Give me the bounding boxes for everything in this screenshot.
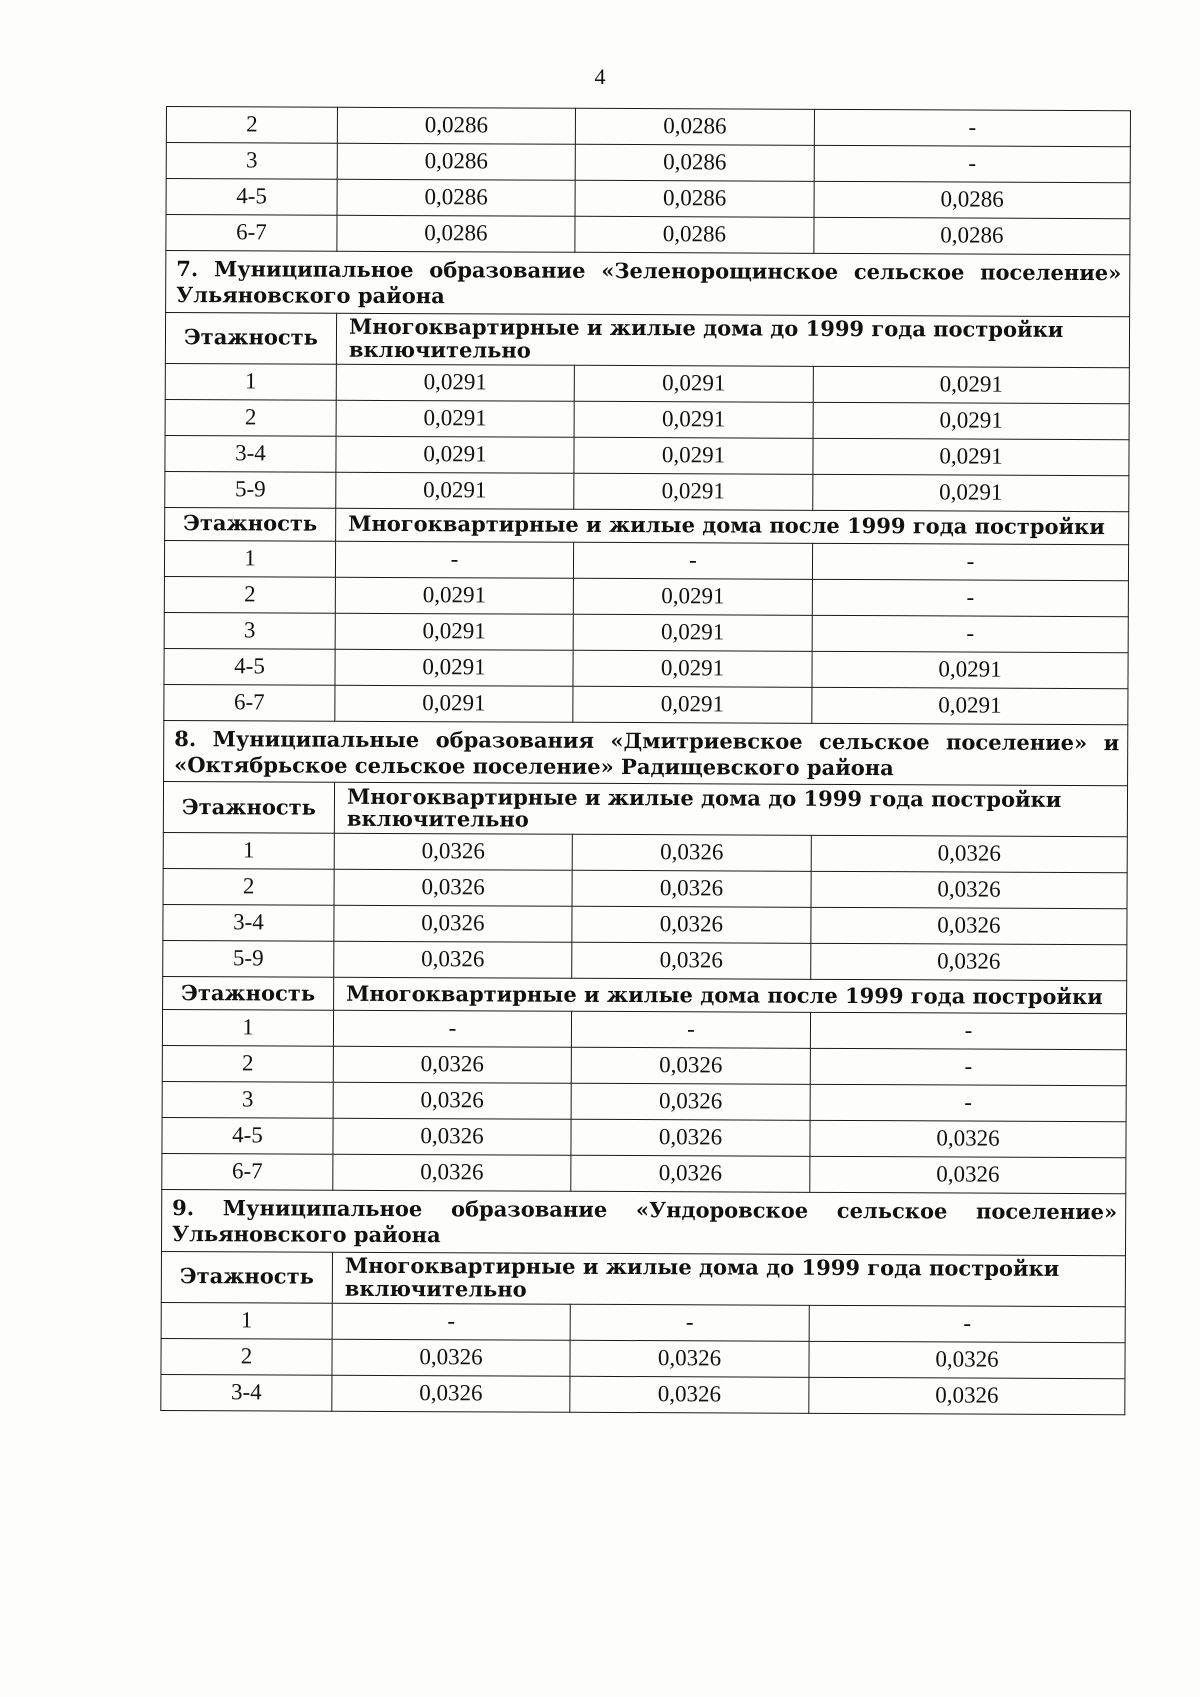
value-cell: -	[810, 1048, 1126, 1085]
table-row	[164, 540, 1128, 580]
floors-cell: 1	[161, 1302, 332, 1339]
value-cell: 0,0286	[337, 107, 575, 144]
value-cell: 0,0326	[809, 1377, 1125, 1414]
value-cell: 0,0291	[813, 402, 1129, 439]
table-row	[165, 363, 1129, 403]
value-cell: 0,0291	[573, 578, 812, 615]
table-row	[162, 1009, 1126, 1049]
table-row	[164, 684, 1128, 724]
value-cell: 0,0286	[814, 217, 1130, 254]
block-header-row	[161, 1251, 1125, 1306]
table-row	[161, 1302, 1125, 1342]
page-number: 4	[594, 64, 606, 89]
tariff-document	[160, 106, 1130, 1415]
floors-cell: 6-7	[162, 1153, 333, 1190]
table-row	[163, 904, 1127, 944]
value-cell: -	[812, 579, 1128, 616]
table-row	[164, 576, 1128, 616]
value-cell: 0,0291	[335, 577, 573, 614]
floors-header: Этажность	[163, 781, 334, 833]
value-cell: -	[810, 1012, 1126, 1049]
block-header-row	[165, 312, 1129, 367]
floors-cell: 1	[165, 363, 336, 400]
value-cell: 0,0286	[814, 181, 1130, 218]
value-cell: 0,0291	[574, 401, 813, 438]
value-cell: 0,0286	[575, 144, 814, 181]
table-row	[163, 940, 1127, 980]
value-cell: 0,0326	[810, 1156, 1126, 1193]
value-cell: 0,0291	[573, 650, 812, 687]
value-cell: 0,0326	[333, 1046, 571, 1083]
building-category-header: Многоквартирные и жилые дома до 1999 года постройки включительно	[334, 782, 1127, 836]
value-cell: 0,0291	[336, 436, 574, 473]
floors-cell: 2	[164, 576, 335, 613]
section-title-row	[166, 251, 1130, 317]
value-cell: 0,0291	[335, 613, 573, 650]
value-cell: 0,0291	[574, 365, 813, 402]
value-cell: -	[812, 615, 1128, 652]
tariff-table-body	[161, 107, 1131, 1415]
value-cell: 0,0291	[336, 364, 574, 401]
value-cell: 0,0326	[333, 1154, 571, 1191]
floors-cell: 2	[161, 1338, 332, 1375]
value-cell: -	[814, 109, 1130, 146]
value-cell: 0,0326	[334, 869, 572, 906]
floors-cell: 4-5	[162, 1117, 333, 1154]
section-title: 7. Муниципальное образование «Зеленорощинское сельское поселение» Ульяновского района	[166, 251, 1130, 317]
floors-cell: 1	[164, 540, 335, 577]
value-cell: -	[571, 1011, 810, 1048]
table-row	[164, 648, 1128, 688]
value-cell: 0,0291	[335, 685, 573, 722]
value-cell: 0,0326	[811, 871, 1127, 908]
value-cell: 0,0291	[813, 474, 1129, 511]
floors-cell: 3	[164, 612, 335, 649]
floors-cell: 3	[162, 1081, 333, 1118]
value-cell: 0,0326	[571, 1119, 810, 1156]
value-cell: 0,0286	[575, 180, 814, 217]
section-title: 9. Муниципальное образование «Ундоровское сельское поселение» Ульяновского района	[162, 1189, 1126, 1255]
value-cell: 0,0326	[334, 833, 572, 870]
value-cell: 0,0326	[572, 834, 811, 871]
value-cell: 0,0326	[333, 1082, 571, 1119]
value-cell: -	[812, 543, 1128, 580]
block-header-row	[163, 976, 1127, 1013]
value-cell: 0,0326	[570, 1376, 809, 1413]
table-row	[166, 107, 1130, 147]
value-cell: -	[573, 542, 812, 579]
value-cell: 0,0286	[337, 143, 575, 180]
floors-header: Этажность	[161, 1251, 332, 1303]
floors-cell: 3-4	[163, 904, 334, 941]
value-cell: 0,0326	[571, 1083, 810, 1120]
table-row	[165, 471, 1129, 511]
building-category-header: Многоквартирные и жилые дома после 1999 года постройки	[334, 977, 1127, 1013]
value-cell: 0,0326	[811, 835, 1127, 872]
value-cell: 0,0326	[333, 1118, 571, 1155]
floors-cell: 6-7	[166, 215, 337, 252]
value-cell: 0,0286	[575, 108, 814, 145]
value-cell: 0,0326	[572, 942, 811, 979]
table-row	[164, 612, 1128, 652]
table-row	[166, 215, 1130, 255]
value-cell: 0,0326	[572, 870, 811, 907]
floors-cell: 5-9	[165, 471, 336, 508]
value-cell: -	[570, 1304, 809, 1341]
value-cell: -	[809, 1305, 1125, 1342]
floors-header: Этажность	[165, 312, 336, 364]
building-category-header: Многоквартирные и жилые дома до 1999 года постройки включительно	[336, 313, 1129, 367]
table-row	[162, 1081, 1126, 1121]
value-cell: -	[332, 1303, 570, 1340]
value-cell: 0,0326	[334, 905, 572, 942]
floors-cell: 2	[163, 868, 334, 905]
value-cell: 0,0291	[813, 438, 1129, 475]
floors-cell: 4-5	[164, 648, 335, 685]
section-title-row	[162, 1189, 1126, 1255]
value-cell: 0,0326	[572, 906, 811, 943]
value-cell: 0,0326	[571, 1155, 810, 1192]
value-cell: -	[333, 1010, 571, 1047]
table-row	[163, 868, 1127, 908]
value-cell: 0,0291	[812, 687, 1128, 724]
floors-cell: 3-4	[161, 1374, 332, 1411]
section-title: 8. Муниципальные образования «Дмитриевское сельское поселение» и «Октябрьское сельское поселение» Радищевского района	[164, 720, 1128, 786]
floors-cell: 2	[166, 107, 337, 144]
value-cell: 0,0326	[571, 1047, 810, 1084]
value-cell: -	[335, 541, 573, 578]
value-cell: 0,0326	[809, 1341, 1125, 1378]
floors-cell: 5-9	[163, 940, 334, 977]
block-header-row	[163, 781, 1127, 836]
floors-cell: 2	[162, 1045, 333, 1082]
table-row	[163, 832, 1127, 872]
value-cell: 0,0291	[573, 686, 812, 723]
block-header-row	[165, 507, 1129, 544]
value-cell: 0,0326	[810, 1120, 1126, 1157]
table-row	[165, 399, 1129, 439]
value-cell: 0,0326	[570, 1340, 809, 1377]
value-cell: 0,0326	[332, 1339, 570, 1376]
floors-header: Этажность	[165, 507, 336, 541]
table-row	[161, 1338, 1125, 1378]
floors-cell: 1	[162, 1009, 333, 1046]
value-cell: 0,0326	[334, 941, 572, 978]
floors-header: Этажность	[163, 976, 334, 1010]
value-cell: 0,0286	[337, 215, 575, 252]
building-category-header: Многоквартирные и жилые дома до 1999 года постройки включительно	[332, 1252, 1125, 1306]
floors-cell: 3	[166, 143, 337, 180]
value-cell: 0,0291	[335, 649, 573, 686]
table-row	[161, 1374, 1125, 1414]
floors-cell: 1	[163, 832, 334, 869]
building-category-header: Многоквартирные и жилые дома после 1999 года постройки	[336, 508, 1129, 544]
value-cell: 0,0291	[813, 366, 1129, 403]
section-title-row	[164, 720, 1128, 786]
table-row	[166, 143, 1130, 183]
value-cell: 0,0291	[812, 651, 1128, 688]
value-cell: -	[810, 1084, 1126, 1121]
value-cell: 0,0291	[574, 473, 813, 510]
value-cell: -	[814, 145, 1130, 182]
table-row	[162, 1045, 1126, 1085]
floors-cell: 2	[165, 399, 336, 436]
table-row	[162, 1117, 1126, 1157]
floors-cell: 6-7	[164, 684, 335, 721]
value-cell: 0,0291	[336, 400, 574, 437]
table-row	[165, 435, 1129, 475]
value-cell: 0,0326	[811, 943, 1127, 980]
table-row	[166, 179, 1130, 219]
value-cell: 0,0291	[574, 437, 813, 474]
value-cell: 0,0291	[336, 472, 574, 509]
tariff-table	[160, 106, 1131, 1415]
floors-cell: 3-4	[165, 435, 336, 472]
value-cell: 0,0286	[575, 216, 814, 253]
value-cell: 0,0286	[337, 179, 575, 216]
table-row	[162, 1153, 1126, 1193]
floors-cell: 4-5	[166, 179, 337, 216]
value-cell: 0,0326	[332, 1375, 570, 1412]
value-cell: 0,0291	[573, 614, 812, 651]
value-cell: 0,0326	[811, 907, 1127, 944]
